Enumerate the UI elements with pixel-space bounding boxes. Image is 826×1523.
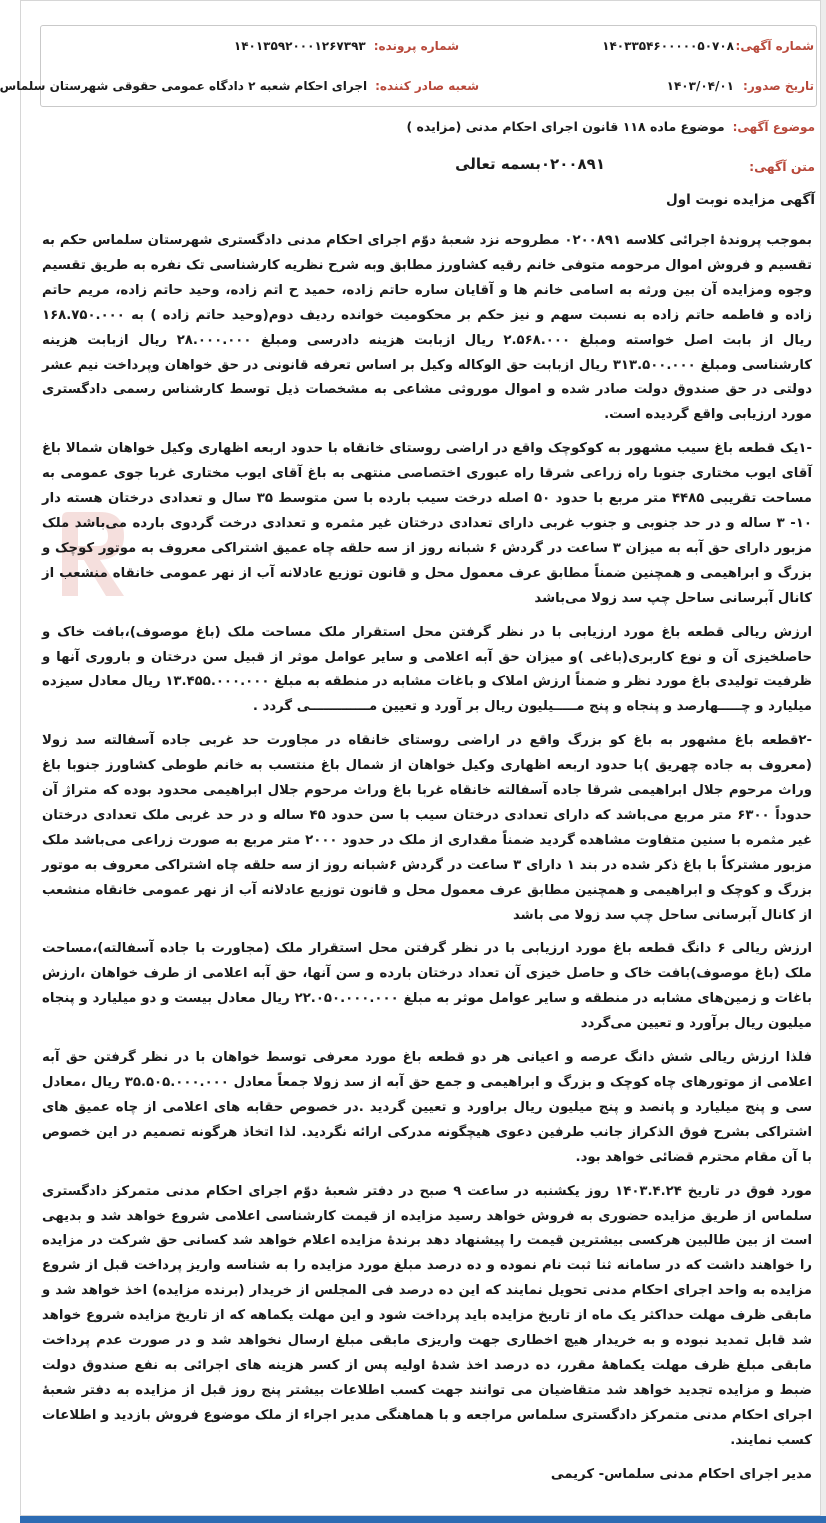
issuing-branch-field	[0, 75, 479, 97]
notice-text-heading	[40, 155, 815, 179]
paragraph-valuation-2: ارزش ریالی ۶ دانگ قطعه باغ مورد ارزیابی با در نظر گرفتن محل استقرار ملک (مجاورت با جاده آسفالته)،مساحت ملک (باغ موصوف)بافت خاک و حاصل خیزی آن تعداد درختان بارده و سن آنها، حق آبه اعلامی از طرف خواهان ،ارزش باغات و زمین‌های مشابه در منطقه و سایر عوامل موثر به مبلغ ۲۲.۰۵۰.۰۰۰.۰۰۰ ریال معادل بیست و دو میلیارد و پنجاه میلیون ریال برآورد و تعیین می‌گردد	[42, 941, 813, 1032]
notice-number-label: شماره آگهی:	[735, 39, 814, 53]
issue-date-value: ۱۴۰۳/۰۴/۰۱	[666, 79, 734, 93]
notice-number-value: ۱۴۰۳۳۵۴۶۰۰۰۰۰۵۰۷۰۸	[602, 39, 734, 53]
issuing-branch-label: شعبه صادر کننده:	[375, 79, 479, 93]
info-row-issue	[0, 75, 816, 97]
paragraph-valuation-1: ارزش ریالی قطعه باغ مورد ارزیابی با در نظر گرفتن محل استقرار ملک مساحت ملک (باغ موصوف)،بافت خاک و حاصلخیزی آن و نوع کاربری(باغی )و میزان حق آبه اعلامی و سایر عوامل موثر از قبیل سن درختان و باروری آنها و ظرفیت تولیدی باغ مورد نظر و ضمناً ارزش املاک و باغات مشابه در منطقه به مبلغ ۱۳.۴۵۵.۰۰۰.۰۰۰ ریال معادل سیزده میلیارد و چـــــهارصد و پنجاه و پنج مـــــیلیون ریال بر آورد و تعیین مـــــــــــــی گردد .	[42, 624, 813, 715]
paragraph-intro: بموجب پروندۀ اجرائی کلاسه ۰۲۰۰۸۹۱ مطروحه نزد شعبۀ دوّم اجرای احکام مدنی دادگستری شهرستان سلماس حکم به تقسیم و فروش اموال مرحومه متوفی خانم رقیه کشاورز مطابق وبه شرح نظریه کارشناسی تک نفره به طریق تقسیم وجوه ومزایده آن بین ورثه به اسامی خانم ها و آقایان ساره حاتم زاده، حمید ح اتم زاده، وحید حاتم زاده، مریم حاتم زاده و فاطمه حاتم زاده به نسبت سهم و نیز حکم بر محکومیت خوانده ردیف دوم(وحید حاتم زاده ) به ۱۶۸.۷۵۰.۰۰۰ ریال از بابت اصل خواسته ومبلغ ۲.۵۶۸.۰۰۰ ریال ازبابت هزینه دادرسی ومبلغ ۲۸.۰۰۰.۰۰۰ ریال ازبابت هزینه کارشناسی ومبلغ ۳۱۳.۵۰۰.۰۰۰ ریال ازبابت حق الوکاله وکیل بر اساس تعرفه قانونی در حق خواهان وپرداخت نیم عشر دولتی در حق صندوق دولت صادر شده و اموال موروثی مشاعی به مشخصات ذیل توسط کارشناس رسمی دادگستری مورد ارزیابی واقع گردیده است.	[42, 233, 813, 423]
page-edge	[821, 0, 826, 1516]
signature: مدیر اجرای احکام مدنی سلماس- کریمی	[550, 1466, 812, 1482]
info-row-numbers	[41, 35, 816, 57]
paragraph-property-2: -۲قطعه باغ مشهور به باغ کو بزرگ واقع در اراضی روستای خانقاه در مجاورت حد غربی جاده آسفالته سد زولا (معروف به جاده چهریق )با حدود اربعه اظهاری وکیل خواهان از شمال باغ منتسب به خانم طوطی کشاورز جنوبا باغ وراث مرحوم جلال ابراهیمی شرقا جاده آسفالته خانقاه غربا باغ وراث مرحوم جلال ابراهیمی محدود بوده که متراژ آن حدوداً ۶۳۰۰ متر مربع می‌باشد که دارای تعدادی درختان سیب با سن حدود ۴۵ ساله و در حد غربی ملک تعدادی درختان غیر مثمره با سنین متفاوت مشاهده گردید ضمناً مقداری از ملک در حدود ۲۰۰۰ متر مربع به صورت زراعی می‌باشد ملک مزبور مشترکاً با باغ ذکر شده در بند ۱ دارای ۳ ساعت در گردش ۶شبانه روز از سه حلقه چاه اشتراکی معروف به موتور بزرگ و کوچک و ابراهیمی و همچنین مطابق عرف معمول محل و قانون توزیع عادلانه آب از نهر عمومی خانقاه منشعب از کانال آبرسانی ساحل چپ سد زولا می باشد	[42, 733, 813, 923]
case-number-value: ۱۴۰۱۳۵۹۲۰۰۰۱۲۶۷۳۹۳	[233, 39, 366, 53]
paragraph-auction-terms: مورد فوق در تاریخ ۱۴۰۳.۴.۲۴ روز یکشنبه در ساعت ۹ صبح در دفتر شعبۀ دوّم اجرای احکام مدنی متمرکز دادگستری سلماس از طریق مزایده حضوری به فروش خواهد رسید مزایده از قیمت کارشناسی اعلامی شروع خواهد شد و بدیهی است از بین طالبین هرکسی بیشترین قیمت را پیشنهاد دهد برندۀ مزایده اعلام خواهد شد کسانی حق شرکت در مزایده را خواهند داشت که در سامانه ثنا ثبت نام نموده و ده درصد مبلغ مورد مزایده را به شناسه واریز پرداخت قبل از شروع مزایده به واحد اجرای احکام مدنی تحویل نمایند که این ده درصد فی المجلس از خریدار (برنده مزایده) اخذ خواهد شد و مابقی ظرف مهلت حداکثر یک ماه از تاریخ مزایده باید پرداخت شود و این مهلت یکماهه که از تاریخ مزایده شروع خواهد شد قابل تمدید نبوده و به خریدار هیچ اخطاری جهت واریزی مابقی مبلغ ارسال نخواهد شد و در صورت عدم پرداخت مابقی مبلغ ظرف مهلت یکماهۀ مقرر، ده درصد اخذ شدۀ اولیه پس از کسر هزینه های اجرائی به نفع صندوق دولت ضبط و مزایده تجدید خواهد شد متقاضیان می توانند جهت کسب اطلاعات بیشتر پنج روز قبل از مزایده به دفتر شعبۀ اجرای احکام مدنی متمرکز دادگستری سلماس مراجعه و با هماهنگی مدیر اجراء از ملک موضوع فروش بازدید و اطلاعات کسب نمایند.	[41, 1183, 812, 1448]
paragraph-property-1: -۱یک قطعه باغ سیب مشهور به کوکوچک واقع در اراضی روستای خانقاه با حدود اربعه اظهاری وکیل خواهان شمالا باغ آقای ایوب مختاری جنوبا راه زراعی شرقا راه عبوری اختصاصی منتهی به باغ آقای ایوب مختاری غربا جوی عمومی به مساحت تقریبی ۴۴۸۵ متر مربع با حدود ۵۰ اصله درخت سیب بارده با سن متوسط ۳۵ سال و تعدادی درختان هسته دار ۱۰- ۳ ساله و در حد جنوبی و جنوب غربی دارای تعدادی درختان غیر مثمره و تعدادی درخت گردوی بارده می‌باشد ملک مزبور دارای حق آبه به میزان ۳ ساعت در گردش ۶ شبانه روز از سه حلقه چاه عمیق اشتراکی معروف به موتور کوچک و بزرگ و ابراهیمی و همچنین ضمناً مطابق عرف معمول محل و قانون توزیع عادلانه آب از نهر عمومی خانقاه منشعب از کانال آبرسانی ساحل چپ سد زولا می‌باشد	[42, 441, 813, 606]
text-heading-label: متن آگهی:	[749, 159, 815, 174]
issuing-branch-value: اجرای احکام شعبه ۲ دادگاه عمومی حقوقی شهرستان سلماس	[0, 79, 368, 93]
notice-info-box	[0, 25, 817, 107]
issue-date-field	[484, 75, 814, 97]
paragraph-total-valuation: فلذا ارزش ریالی شش دانگ عرصه و اعیانی هر دو قطعه باغ مورد معرفی توسط خواهان با در نظر گرفتن حق آبه اعلامی از موتورهای چاه کوچک و بزرگ و ابراهیمی و جمع حق آبه از سد زولا جمعاً معادل ۳۵.۵۰۵.۰۰۰.۰۰۰ ریال ،معادل سی و پنج میلیارد و پانصد و پنج میلیون ریال براورد و تعیین گردید .در خصوص حقابه های اعلامی از چاه عمیق های اشتراکی بشرح فوق الذکراز جانب طرفین دعوی هیچگونه مدرکی ارائه نگردید. لذا اتخاذ هرگونه تصمیم در این خصوص با آن مقام محترم قضائی خواهد بود.	[42, 1050, 812, 1165]
bottom-accent-bar	[20, 1516, 826, 1523]
text-heading-value: ۰۲۰۰۸۹۱بسمه تعالی	[455, 155, 605, 173]
case-number-label: شماره پرونده:	[373, 39, 459, 53]
notice-number-field	[484, 35, 814, 57]
notice-title: آگهی مزایده نوبت اول	[666, 192, 815, 208]
notice-body	[42, 229, 812, 1488]
issue-date-label: تاریخ صدور:	[743, 79, 814, 93]
case-number-field	[45, 35, 459, 57]
notice-subject	[406, 119, 815, 134]
subject-value: موضوع ماده ۱۱۸ قانون اجرای احکام مدنی (مزایده )	[406, 119, 725, 134]
subject-label: موضوع آگهی:	[732, 119, 815, 134]
